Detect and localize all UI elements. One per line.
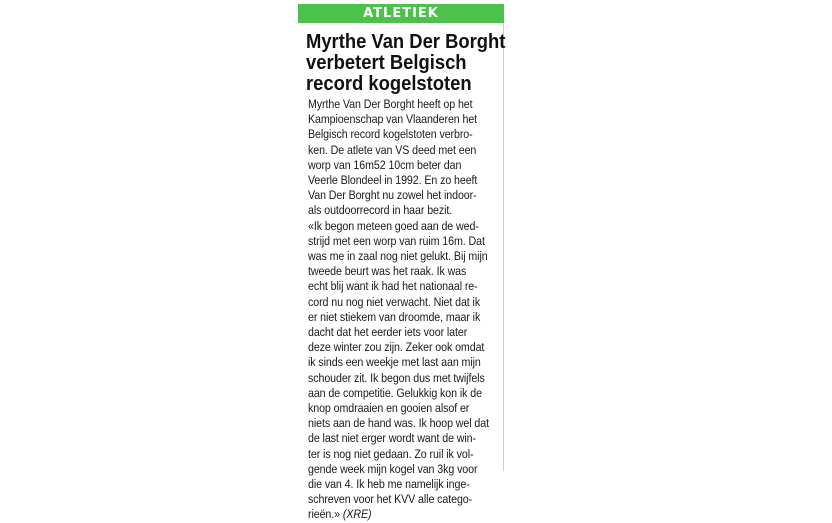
body-line: dacht dat het eerder iets voor later [308,325,468,340]
body-last-line [308,507,477,522]
body-line: aan de competitie. Gelukkig kon ik de [308,385,482,400]
body-line: ter is nog niet gedaan. Zo ruil ik vol- [308,446,474,461]
article [298,4,506,522]
headline-line: record kogelstoten [306,73,472,95]
body-line: als outdoorrecord in haar bezit. [308,203,453,218]
body-line: schouder zit. Ik begon dus met twijfels [308,370,485,385]
body-line: deze winter zou zijn. Zeker ook omdat [308,340,485,355]
body-line-end: rieën.» [308,507,340,522]
body-line: gende week mijn kogel van 3kg voor [308,461,478,476]
body-line: ken. De atlete van VS deed met een [308,142,477,157]
body-line: worp van 16m52 10cm beter dan [308,157,462,172]
body-line: knop omdraaien en gooien alsof er [308,401,470,416]
body-line: Van Der Borght nu zowel het indoor- [308,188,477,203]
article-body [308,97,489,523]
body-line: niets aan de hand was. Ik hoop wel dat [308,416,489,431]
body-line: was me in zaal nog niet gelukt. Bij mijn [308,249,488,264]
headline-line: Myrthe Van Der Borght [306,31,506,53]
body-line: echt blij want ik had het nationaal re- [308,279,478,294]
body-line: de last niet erger wordt want de win- [308,431,476,446]
body-line: schreven voor het KVV alle catego- [308,492,473,507]
body-line: Kampioenschap van Vlaanderen het [308,112,478,127]
body-line: tweede beurt was het raak. Ik was [308,264,467,279]
body-line: «Ik begon meteen goed aan de wed- [308,218,479,233]
body-line: er niet stiekem van droomde, maar ik [308,309,481,324]
section-label: ATLETIEK [298,4,504,23]
body-line: cord nu nog niet verwacht. Niet dat ik [308,294,481,309]
body-line: ik sinds een weekje met last aan mijn [308,355,481,370]
body-line: die van 4. Ik heb me namelijk inge- [308,477,470,492]
byline: (XRE) [342,507,372,522]
body-line: Myrthe Van Der Borght heeft op het [308,97,473,111]
body-line: Belgisch record kogelstoten verbro- [308,127,473,142]
body-line: strijd met een worp van ruim 16m. Dat [308,233,485,248]
headline [306,31,506,95]
headline-line: verbetert Belgisch [306,52,467,74]
body-line: Veerle Blondeel in 1992. En zo heeft [308,173,478,188]
